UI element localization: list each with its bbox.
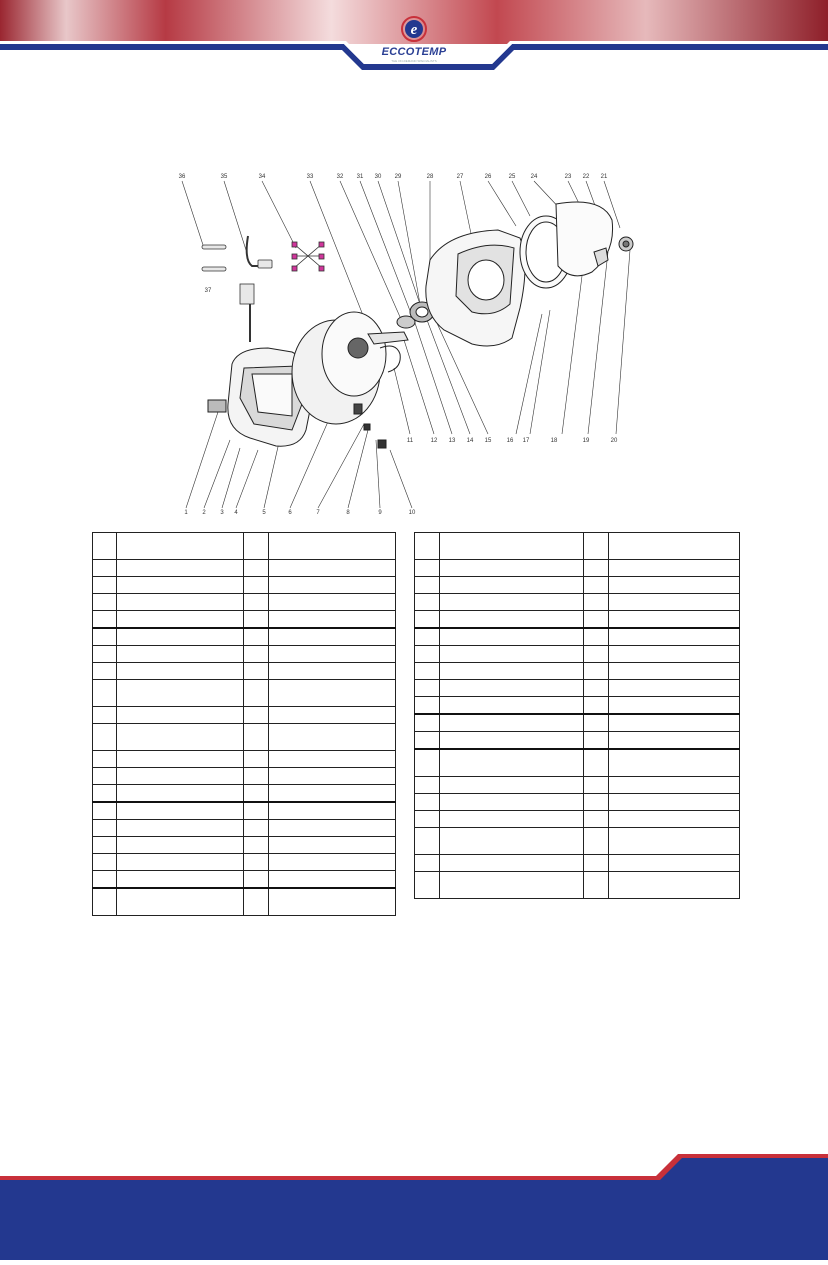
table-row [93,854,396,871]
callout-22: 22 [582,174,590,180]
exploded-parts-diagram [168,168,658,518]
parts-table-left [92,532,396,916]
table-row [415,732,740,750]
table-row [93,871,396,889]
table-row [93,724,396,751]
brand-tagline: THE ON-DEMAND SPECIALISTS [391,59,437,63]
callout-12: 12 [430,438,438,444]
footer-banner [0,1150,828,1260]
table-row [415,646,740,663]
callout-16: 16 [506,438,514,444]
table-row [415,811,740,828]
table-row [415,628,740,646]
table-row [93,628,396,646]
table-row [415,697,740,715]
table-row [93,611,396,629]
callout-34: 34 [258,174,266,180]
callout-20: 20 [610,438,618,444]
callout-1: 1 [184,510,188,516]
table-header-row [93,533,396,560]
table-row [93,594,396,611]
table-row [93,802,396,820]
table-row [93,820,396,837]
table-row [93,751,396,768]
fittings-group [202,236,324,342]
brand-logo [364,10,464,66]
callout-23: 23 [564,174,572,180]
front-housing-drawing [426,230,525,346]
table-row [93,888,396,916]
table-row [93,785,396,803]
callout-4: 4 [234,510,238,516]
callout-15: 15 [484,438,492,444]
table-row [415,680,740,697]
table-row [93,560,396,577]
table-row [93,707,396,724]
table-row [415,663,740,680]
table-header-row [415,533,740,560]
brand-name: ECCOTEMP [381,46,447,58]
callout-32: 32 [336,174,344,180]
callout-31: 31 [356,174,364,180]
callout-37: 37 [204,288,212,294]
callout-10: 10 [408,510,416,516]
callout-19: 19 [582,438,590,444]
callout-27: 27 [456,174,464,180]
callout-3: 3 [220,510,224,516]
callout-14: 14 [466,438,474,444]
callout-35: 35 [220,174,228,180]
page-header [0,0,828,72]
table-row [93,577,396,594]
table-row [415,560,740,577]
table-row [415,611,740,629]
callout-17: 17 [522,438,530,444]
callout-36: 36 [178,174,186,180]
parts-table-right [414,532,740,899]
callout-5: 5 [262,510,266,516]
parts-diagram-svg [168,168,658,518]
callout-25: 25 [508,174,516,180]
callout-13: 13 [448,438,456,444]
callout-28: 28 [426,174,434,180]
callout-33: 33 [306,174,314,180]
callout-2: 2 [202,510,206,516]
page-footer [0,1150,828,1260]
table-row [415,855,740,872]
logo-emblem-icon [399,14,429,44]
table-row [415,749,740,777]
callout-29: 29 [394,174,402,180]
table-row [93,837,396,854]
callout-8: 8 [346,510,350,516]
top-callouts [179,174,608,180]
front-cover-drawing [520,202,633,288]
callout-26: 26 [484,174,492,180]
callout-11: 11 [406,438,414,444]
table-row [415,872,740,899]
callout-18: 18 [550,438,558,444]
callout-6: 6 [288,510,292,516]
table-row [415,714,740,732]
callout-21: 21 [600,174,608,180]
callout-24: 24 [530,174,538,180]
table-row [93,646,396,663]
table-row [415,594,740,611]
callout-9: 9 [378,510,382,516]
table-row [93,663,396,680]
callout-7: 7 [316,510,320,516]
table-row [415,794,740,811]
table-row [415,828,740,855]
table-row [415,777,740,794]
table-row [415,577,740,594]
table-row [93,768,396,785]
svg-text:e: e [410,22,418,38]
callout-30: 30 [374,174,382,180]
table-row [93,680,396,707]
